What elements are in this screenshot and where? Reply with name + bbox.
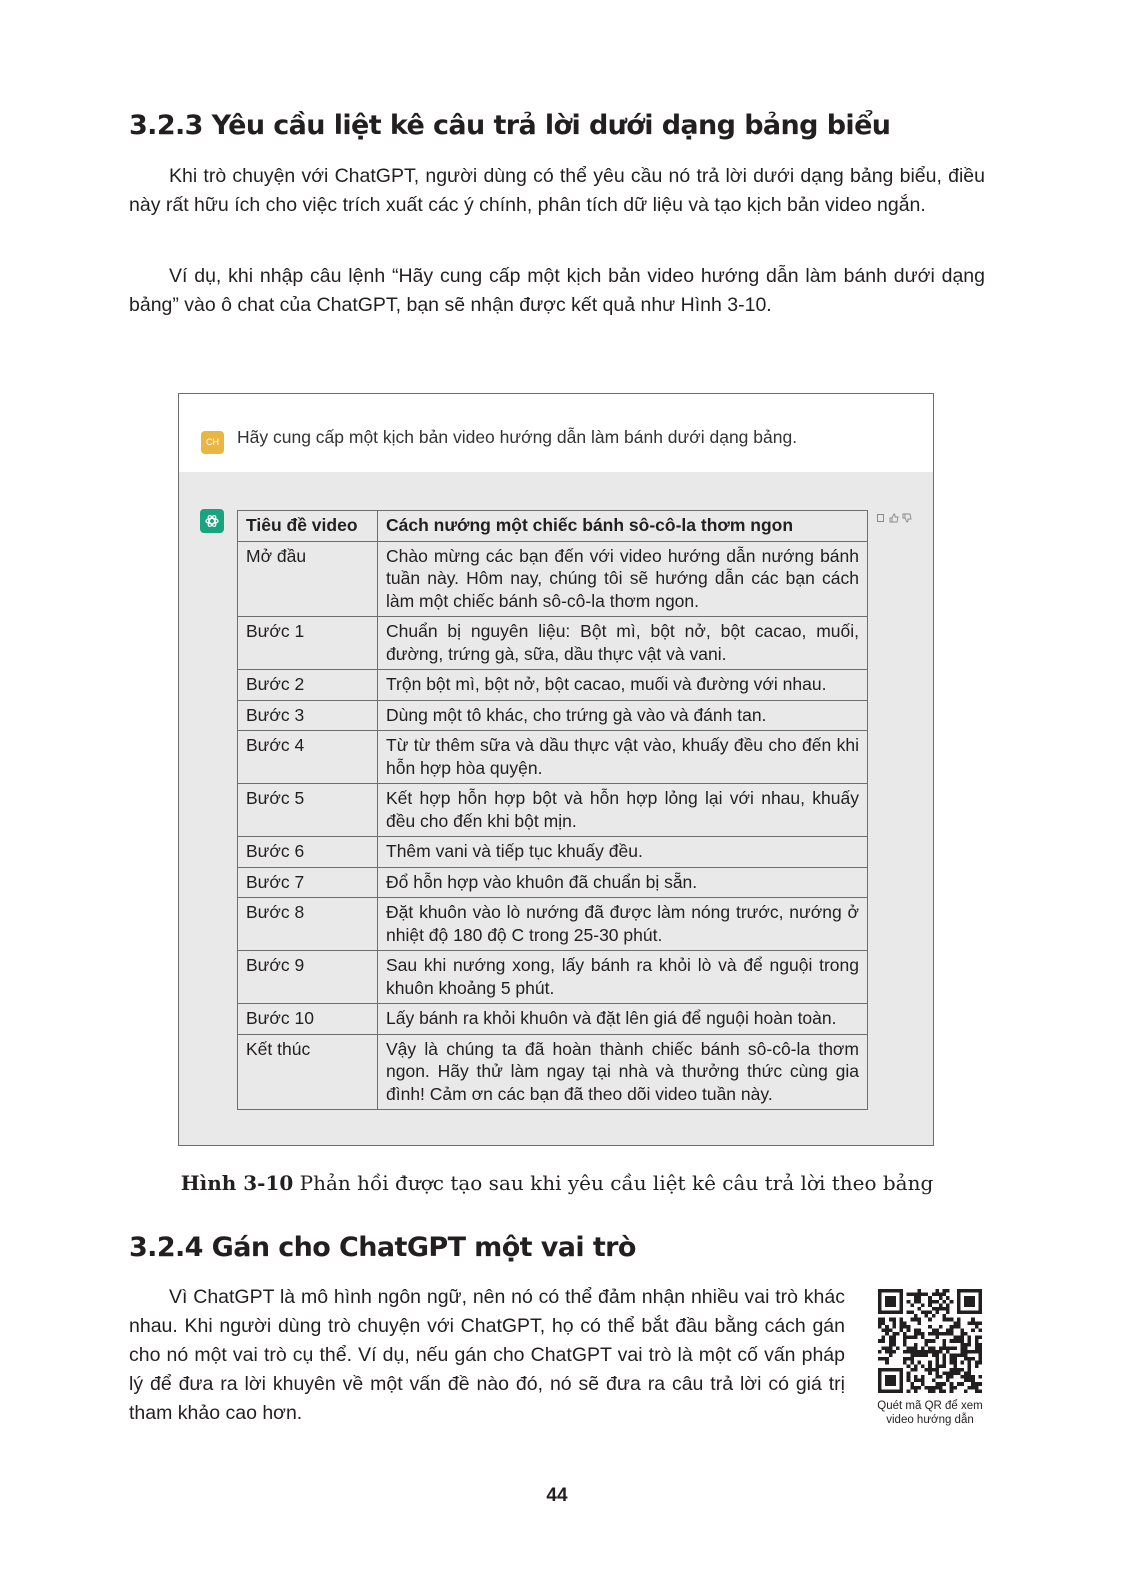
figure-caption-text: Phản hồi được tạo sau khi yêu cầu liệt kê câu trả lời theo bảng	[293, 1171, 934, 1195]
step-cell: Bước 3	[238, 700, 378, 731]
section-title-3-2-4: 3.2.4 Gán cho ChatGPT một vai trò	[129, 1232, 636, 1263]
table-row	[238, 951, 868, 1004]
description-cell: Kết hợp hỗn hợp bột và hỗn hợp lỏng lại với nhau, khuấy đều cho đến khi bột mịn.	[378, 784, 868, 837]
step-cell: Bước 8	[238, 898, 378, 951]
table-header-row	[238, 511, 868, 542]
example-paragraph: Ví dụ, khi nhập câu lệnh “Hãy cung cấp một kịch bản video hướng dẫn làm bánh dưới dạng bảng” vào ô chat của ChatGPT, bạn sẽ nhận được kết quả như Hình 3-10.	[129, 265, 985, 316]
header-cell: Cách nướng một chiếc bánh sô-cô-la thơm ngon	[378, 511, 868, 542]
description-cell: Đặt khuôn vào lò nướng đã được làm nóng trước, nướng ở nhiệt độ 180 độ C trong 25-30 phút.	[378, 898, 868, 951]
step-cell: Bước 9	[238, 951, 378, 1004]
qr-caption-line: Quét mã QR để xem	[877, 1400, 983, 1412]
user-message-row	[179, 394, 933, 472]
description-cell: Đổ hỗn hợp vào khuôn đã chuẩn bị sẵn.	[378, 867, 868, 898]
table-row	[238, 898, 868, 951]
thumbs-down-icon[interactable]	[902, 510, 912, 520]
table-row	[238, 617, 868, 670]
step-cell: Mở đầu	[238, 541, 378, 617]
table-row	[238, 1034, 868, 1110]
section-title-3-2-3: 3.2.3 Yêu cầu liệt kê câu trả lời dưới dạng bảng biểu	[129, 110, 891, 141]
table-row	[238, 837, 868, 868]
step-cell: Bước 10	[238, 1004, 378, 1035]
figure-label: Hình 3-10	[180, 1171, 294, 1195]
thumbs-up-icon[interactable]	[889, 510, 899, 520]
copy-icon[interactable]	[876, 510, 886, 520]
intro-paragraph: Khi trò chuyện với ChatGPT, người dùng có thể yêu cầu nó trả lời dưới dạng bảng biểu, điều này rất hữu ích cho việc trích xuất các ý chính, phân tích dữ liệu và tạo kịch bản video ngắn.	[129, 165, 985, 216]
qr-caption	[866, 1399, 994, 1427]
table-row	[238, 541, 868, 617]
step-cell: Bước 2	[238, 670, 378, 701]
description-cell: Vậy là chúng ta đã hoàn thành chiếc bánh sô-cô-la thơm ngon. Hãy thử làm ngay tại nhà và thưởng thức cùng gia đình! Cảm ơn các bạn đã theo dõi video tuần này.	[378, 1034, 868, 1110]
description-cell: Chuẩn bị nguyên liệu: Bột mì, bột nở, bột cacao, muối, đường, trứng gà, sữa, dầu thực vật và vani.	[378, 617, 868, 670]
step-cell: Kết thúc	[238, 1034, 378, 1110]
description-cell: Sau khi nướng xong, lấy bánh ra khỏi lò và để nguội trong khuôn khoảng 5 phút.	[378, 951, 868, 1004]
user-prompt: Hãy cung cấp một kịch bản video hướng dẫn làm bánh dưới dạng bảng.	[237, 427, 798, 447]
step-cell: Bước 7	[238, 867, 378, 898]
table-row	[238, 784, 868, 837]
qr-code-icon[interactable]	[878, 1289, 982, 1393]
message-actions	[876, 510, 912, 520]
description-cell: Dùng một tô khác, cho trứng gà vào và đánh tan.	[378, 700, 868, 731]
step-cell: Bước 1	[238, 617, 378, 670]
chat-screenshot-figure	[178, 393, 934, 1146]
description-cell: Trộn bột mì, bột nở, bột cacao, muối và đường với nhau.	[378, 670, 868, 701]
role-paragraph: Vì ChatGPT là mô hình ngôn ngữ, nên nó có thể đảm nhận nhiều vai trò khác nhau. Khi người dùng trò chuyện với ChatGPT, họ có thể bắt đầu bằng cách gán cho nó một vai trò cụ thể. Ví dụ, nếu gán cho ChatGPT vai trò là một cố vấn pháp lý để đưa ra lời khuyên về một vấn đề nào đó, nó sẽ đưa ra câu trả lời có giá trị tham khảo cao hơn.	[129, 1286, 845, 1424]
page-number: 44	[546, 1485, 568, 1506]
qr-caption-line: video hướng dẫn	[886, 1414, 974, 1426]
description-cell: Thêm vani và tiếp tục khuấy đều.	[378, 837, 868, 868]
description-cell: Từ từ thêm sữa và dầu thực vật vào, khuấy đều cho đến khi hỗn hợp hòa quyện.	[378, 731, 868, 784]
description-cell: Lấy bánh ra khỏi khuôn và đặt lên giá để nguội hoàn toàn.	[378, 1004, 868, 1035]
table-row	[238, 731, 868, 784]
description-cell: Chào mừng các bạn đến với video hướng dẫn nướng bánh tuần này. Hôm nay, chúng tôi sẽ hướng dẫn các bạn cách làm một chiếc bánh sô-cô-la thơm ngon.	[378, 541, 868, 617]
step-cell: Bước 4	[238, 731, 378, 784]
video-script-table	[237, 510, 868, 1110]
figure-caption	[0, 1171, 1114, 1195]
chatgpt-logo-icon	[200, 509, 224, 533]
step-cell: Bước 6	[238, 837, 378, 868]
header-cell: Tiêu đề video	[238, 511, 378, 542]
step-cell: Bước 5	[238, 784, 378, 837]
user-avatar: CH	[201, 431, 224, 454]
table-row	[238, 670, 868, 701]
table-row	[238, 1004, 868, 1035]
table-row	[238, 867, 868, 898]
table-row	[238, 700, 868, 731]
